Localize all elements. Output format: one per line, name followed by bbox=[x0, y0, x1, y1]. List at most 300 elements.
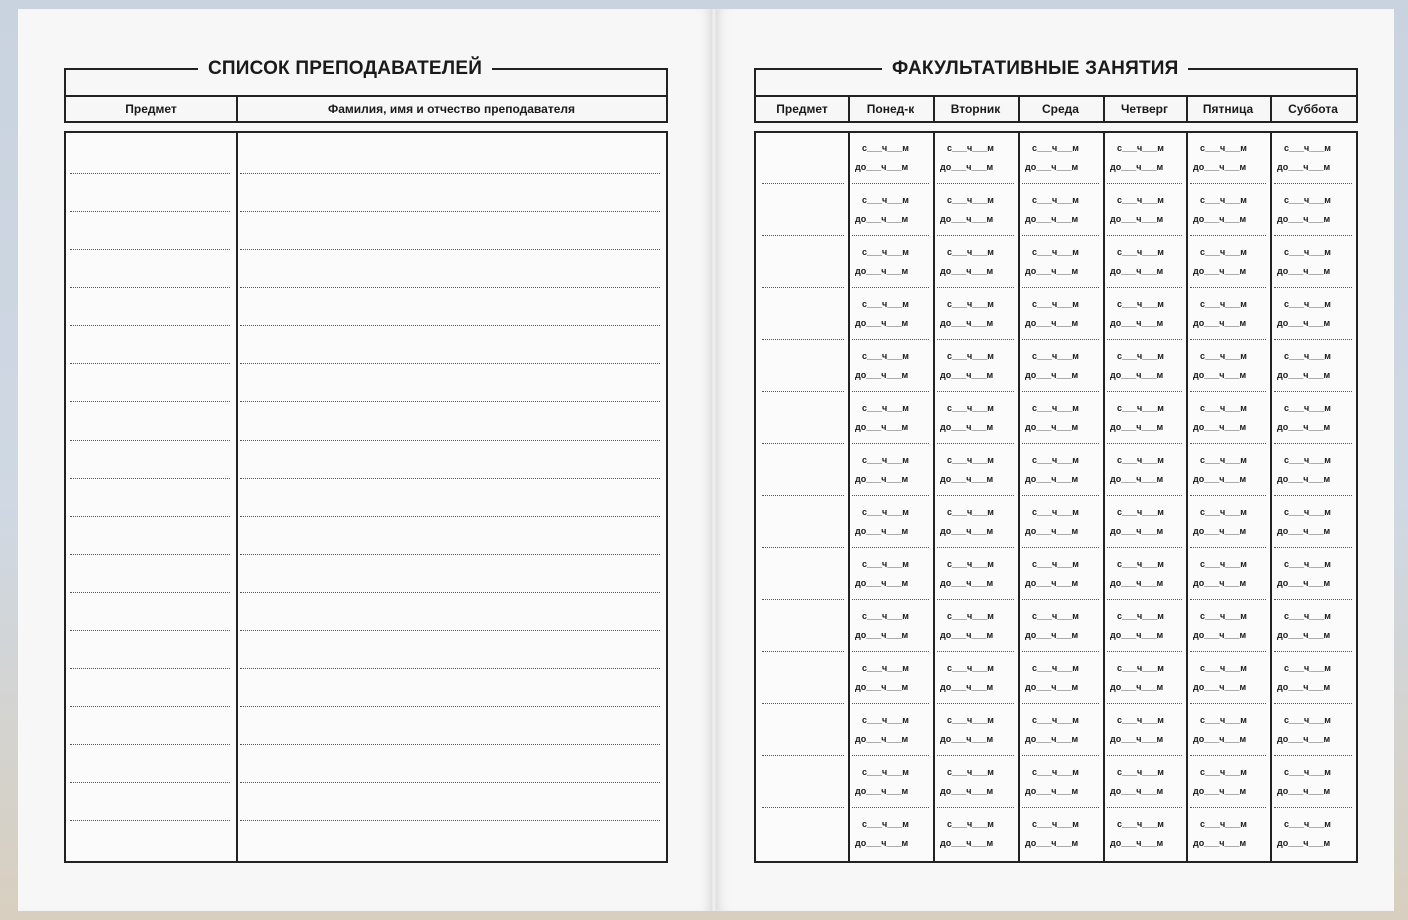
cell-dotted-line bbox=[1107, 807, 1182, 808]
time-from-slot: с___ч___м bbox=[862, 663, 909, 673]
time-to-slot: до___ч___м bbox=[940, 682, 994, 692]
time-to-slot: до___ч___м bbox=[940, 526, 994, 536]
teacher-entry-line bbox=[240, 630, 660, 631]
time-from-slot: с___ч___м bbox=[1284, 455, 1331, 465]
electives-table-body bbox=[754, 131, 1358, 863]
time-to-slot: до___ч___м bbox=[1025, 474, 1079, 484]
time-to-slot: до___ч___м bbox=[855, 162, 909, 172]
cell-dotted-line bbox=[852, 391, 929, 392]
time-to-slot: до___ч___м bbox=[940, 630, 994, 640]
day-col-divider bbox=[1018, 131, 1020, 863]
time-from-slot: с___ч___м bbox=[1200, 507, 1247, 517]
time-from-slot: с___ч___м bbox=[1200, 455, 1247, 465]
time-to-slot: до___ч___м bbox=[1277, 734, 1331, 744]
teacher-entry-line bbox=[240, 173, 660, 174]
time-from-slot: с___ч___м bbox=[862, 767, 909, 777]
time-from-slot: с___ч___м bbox=[1284, 143, 1331, 153]
teacher-entry-line bbox=[240, 249, 660, 250]
time-to-slot: до___ч___м bbox=[1193, 318, 1247, 328]
col-friday-header: Пятница bbox=[1202, 102, 1254, 116]
elective-subject-line bbox=[762, 651, 844, 652]
cell-dotted-line bbox=[1190, 339, 1266, 340]
day-col-divider bbox=[1270, 131, 1272, 863]
time-from-slot: с___ч___м bbox=[1117, 455, 1164, 465]
cell-dotted-line bbox=[1190, 443, 1266, 444]
cell-dotted-line bbox=[852, 651, 929, 652]
time-to-slot: до___ч___м bbox=[940, 474, 994, 484]
time-from-slot: с___ч___м bbox=[1032, 819, 1079, 829]
time-from-slot: с___ч___м bbox=[1117, 195, 1164, 205]
cell-dotted-line bbox=[1274, 183, 1352, 184]
teacher-entry-line bbox=[240, 516, 660, 517]
cell-dotted-line bbox=[1022, 183, 1099, 184]
col-subject-header: Предмет bbox=[776, 102, 828, 116]
cell-dotted-line bbox=[1022, 703, 1099, 704]
time-to-slot: до___ч___м bbox=[940, 578, 994, 588]
time-to-slot: до___ч___м bbox=[1193, 214, 1247, 224]
time-to-slot: до___ч___м bbox=[1277, 318, 1331, 328]
time-to-slot: до___ч___м bbox=[855, 682, 909, 692]
time-to-slot: до___ч___м bbox=[1110, 474, 1164, 484]
time-from-slot: с___ч___м bbox=[1032, 767, 1079, 777]
subject-entry-line bbox=[70, 744, 230, 745]
time-to-slot: до___ч___м bbox=[1110, 734, 1164, 744]
time-from-slot: с___ч___м bbox=[1032, 195, 1079, 205]
time-to-slot: до___ч___м bbox=[1193, 162, 1247, 172]
cell-dotted-line bbox=[1274, 651, 1352, 652]
time-from-slot: с___ч___м bbox=[1284, 507, 1331, 517]
cell-dotted-line bbox=[1190, 755, 1266, 756]
cell-dotted-line bbox=[1190, 287, 1266, 288]
time-from-slot: с___ч___м bbox=[1032, 455, 1079, 465]
time-from-slot: с___ч___м bbox=[1284, 403, 1331, 413]
teacher-entry-line bbox=[240, 554, 660, 555]
cell-dotted-line bbox=[1190, 235, 1266, 236]
time-to-slot: до___ч___м bbox=[1110, 370, 1164, 380]
subject-entry-line bbox=[70, 820, 230, 821]
time-from-slot: с___ч___м bbox=[1284, 663, 1331, 673]
cell-dotted-line bbox=[937, 235, 1014, 236]
time-to-slot: до___ч___м bbox=[855, 786, 909, 796]
col-wednesday-header: Среда bbox=[1042, 102, 1079, 116]
time-from-slot: с___ч___м bbox=[947, 403, 994, 413]
time-from-slot: с___ч___м bbox=[862, 247, 909, 257]
time-to-slot: до___ч___м bbox=[855, 474, 909, 484]
time-to-slot: до___ч___м bbox=[1025, 838, 1079, 848]
time-from-slot: с___ч___м bbox=[1284, 767, 1331, 777]
time-to-slot: до___ч___м bbox=[1025, 734, 1079, 744]
time-to-slot: до___ч___м bbox=[1193, 838, 1247, 848]
subject-entry-line bbox=[70, 287, 230, 288]
cell-dotted-line bbox=[1190, 391, 1266, 392]
cell-dotted-line bbox=[937, 547, 1014, 548]
time-to-slot: до___ч___м bbox=[1193, 682, 1247, 692]
time-from-slot: с___ч___м bbox=[1200, 663, 1247, 673]
time-from-slot: с___ч___м bbox=[1117, 767, 1164, 777]
book-spine bbox=[711, 9, 717, 911]
time-from-slot: с___ч___м bbox=[1284, 247, 1331, 257]
cell-dotted-line bbox=[937, 755, 1014, 756]
time-to-slot: до___ч___м bbox=[1193, 786, 1247, 796]
col-teacher-name-header: Фамилия, имя и отчество преподавателя bbox=[328, 102, 575, 116]
time-to-slot: до___ч___м bbox=[1193, 734, 1247, 744]
time-to-slot: до___ч___м bbox=[940, 370, 994, 380]
teacher-entry-line bbox=[240, 211, 660, 212]
subject-entry-line bbox=[70, 706, 230, 707]
time-from-slot: с___ч___м bbox=[1200, 559, 1247, 569]
cell-dotted-line bbox=[1022, 235, 1099, 236]
electives-title: ФАКУЛЬТАТИВНЫЕ ЗАНЯТИЯ bbox=[882, 58, 1188, 80]
cell-dotted-line bbox=[1274, 443, 1352, 444]
time-to-slot: до___ч___м bbox=[1277, 266, 1331, 276]
time-from-slot: с___ч___м bbox=[1200, 299, 1247, 309]
time-from-slot: с___ч___м bbox=[947, 715, 994, 725]
cell-dotted-line bbox=[1022, 807, 1099, 808]
time-from-slot: с___ч___м bbox=[947, 559, 994, 569]
time-from-slot: с___ч___м bbox=[862, 299, 909, 309]
teacher-entry-line bbox=[240, 440, 660, 441]
time-to-slot: до___ч___м bbox=[940, 734, 994, 744]
time-from-slot: с___ч___м bbox=[1200, 403, 1247, 413]
time-to-slot: до___ч___м bbox=[1110, 526, 1164, 536]
teacher-entry-line bbox=[240, 820, 660, 821]
teacher-entry-line bbox=[240, 401, 660, 402]
time-from-slot: с___ч___м bbox=[1117, 715, 1164, 725]
cell-dotted-line bbox=[852, 547, 929, 548]
cell-dotted-line bbox=[1107, 651, 1182, 652]
time-from-slot: с___ч___м bbox=[1032, 247, 1079, 257]
elective-subject-line bbox=[762, 339, 844, 340]
time-to-slot: до___ч___м bbox=[1110, 162, 1164, 172]
time-from-slot: с___ч___м bbox=[1117, 351, 1164, 361]
cell-dotted-line bbox=[937, 391, 1014, 392]
elective-subject-line bbox=[762, 235, 844, 236]
cell-dotted-line bbox=[852, 495, 929, 496]
time-to-slot: до___ч___м bbox=[1025, 682, 1079, 692]
cell-dotted-line bbox=[1022, 391, 1099, 392]
time-from-slot: с___ч___м bbox=[1200, 143, 1247, 153]
time-to-slot: до___ч___м bbox=[1025, 578, 1079, 588]
time-to-slot: до___ч___м bbox=[1110, 630, 1164, 640]
subject-entry-line bbox=[70, 440, 230, 441]
cell-dotted-line bbox=[1190, 651, 1266, 652]
time-from-slot: с___ч___м bbox=[1284, 299, 1331, 309]
time-to-slot: до___ч___м bbox=[1025, 318, 1079, 328]
time-from-slot: с___ч___м bbox=[862, 611, 909, 621]
teacher-entry-line bbox=[240, 478, 660, 479]
time-to-slot: до___ч___м bbox=[1277, 422, 1331, 432]
time-from-slot: с___ч___м bbox=[862, 819, 909, 829]
cell-dotted-line bbox=[937, 495, 1014, 496]
subject-entry-line bbox=[70, 630, 230, 631]
elective-subject-line bbox=[762, 443, 844, 444]
time-from-slot: с___ч___м bbox=[1284, 715, 1331, 725]
cell-dotted-line bbox=[1022, 755, 1099, 756]
time-to-slot: до___ч___м bbox=[940, 422, 994, 432]
time-from-slot: с___ч___м bbox=[1032, 663, 1079, 673]
time-from-slot: с___ч___м bbox=[862, 143, 909, 153]
cell-dotted-line bbox=[1190, 599, 1266, 600]
time-from-slot: с___ч___м bbox=[947, 351, 994, 361]
time-from-slot: с___ч___м bbox=[1032, 299, 1079, 309]
time-from-slot: с___ч___м bbox=[1032, 351, 1079, 361]
cell-dotted-line bbox=[1022, 547, 1099, 548]
time-to-slot: до___ч___м bbox=[1277, 474, 1331, 484]
elective-subject-line bbox=[762, 287, 844, 288]
time-to-slot: до___ч___м bbox=[855, 734, 909, 744]
teachers-col-divider bbox=[236, 131, 238, 863]
cell-dotted-line bbox=[937, 807, 1014, 808]
time-to-slot: до___ч___м bbox=[1193, 422, 1247, 432]
time-from-slot: с___ч___м bbox=[862, 403, 909, 413]
teacher-entry-line bbox=[240, 706, 660, 707]
time-to-slot: до___ч___м bbox=[940, 162, 994, 172]
time-to-slot: до___ч___м bbox=[1193, 578, 1247, 588]
time-to-slot: до___ч___м bbox=[1110, 266, 1164, 276]
teacher-entry-line bbox=[240, 592, 660, 593]
time-to-slot: до___ч___м bbox=[1110, 838, 1164, 848]
time-to-slot: до___ч___м bbox=[1277, 630, 1331, 640]
col-saturday-header: Суббота bbox=[1288, 102, 1338, 116]
time-from-slot: с___ч___м bbox=[1200, 819, 1247, 829]
time-to-slot: до___ч___м bbox=[855, 526, 909, 536]
col-tuesday-header: Вторник bbox=[950, 102, 1001, 116]
cell-dotted-line bbox=[1022, 287, 1099, 288]
teachers-table-body bbox=[64, 131, 668, 863]
cell-dotted-line bbox=[1107, 235, 1182, 236]
cell-dotted-line bbox=[1190, 183, 1266, 184]
cell-dotted-line bbox=[937, 651, 1014, 652]
time-from-slot: с___ч___м bbox=[1117, 507, 1164, 517]
time-from-slot: с___ч___м bbox=[1032, 507, 1079, 517]
time-from-slot: с___ч___м bbox=[1200, 611, 1247, 621]
time-from-slot: с___ч___м bbox=[1032, 611, 1079, 621]
teacher-entry-line bbox=[240, 782, 660, 783]
cell-dotted-line bbox=[1274, 287, 1352, 288]
time-from-slot: с___ч___м bbox=[1200, 195, 1247, 205]
col-thursday-header: Четверг bbox=[1120, 102, 1169, 116]
time-to-slot: до___ч___м bbox=[1277, 370, 1331, 380]
time-from-slot: с___ч___м bbox=[947, 663, 994, 673]
time-to-slot: до___ч___м bbox=[1110, 214, 1164, 224]
subject-entry-line bbox=[70, 325, 230, 326]
subject-entry-line bbox=[70, 516, 230, 517]
header-col-divider bbox=[933, 95, 935, 123]
teacher-entry-line bbox=[240, 363, 660, 364]
time-from-slot: с___ч___м bbox=[862, 507, 909, 517]
day-col-divider bbox=[848, 131, 850, 863]
time-from-slot: с___ч___м bbox=[947, 819, 994, 829]
time-from-slot: с___ч___м bbox=[947, 247, 994, 257]
time-to-slot: до___ч___м bbox=[1193, 526, 1247, 536]
cell-dotted-line bbox=[1022, 599, 1099, 600]
time-to-slot: до___ч___м bbox=[1025, 630, 1079, 640]
time-from-slot: с___ч___м bbox=[1032, 143, 1079, 153]
elective-subject-line bbox=[762, 755, 844, 756]
time-to-slot: до___ч___м bbox=[855, 838, 909, 848]
time-from-slot: с___ч___м bbox=[947, 195, 994, 205]
time-from-slot: с___ч___м bbox=[1284, 195, 1331, 205]
time-from-slot: с___ч___м bbox=[1200, 351, 1247, 361]
time-to-slot: до___ч___м bbox=[1110, 682, 1164, 692]
subject-entry-line bbox=[70, 401, 230, 402]
cell-dotted-line bbox=[852, 807, 929, 808]
cell-dotted-line bbox=[1274, 391, 1352, 392]
teacher-entry-line bbox=[240, 325, 660, 326]
time-from-slot: с___ч___м bbox=[947, 143, 994, 153]
cell-dotted-line bbox=[852, 339, 929, 340]
time-from-slot: с___ч___м bbox=[1032, 715, 1079, 725]
elective-subject-line bbox=[762, 547, 844, 548]
cell-dotted-line bbox=[1022, 443, 1099, 444]
time-from-slot: с___ч___м bbox=[1284, 819, 1331, 829]
time-from-slot: с___ч___м bbox=[1284, 559, 1331, 569]
cell-dotted-line bbox=[937, 443, 1014, 444]
time-to-slot: до___ч___м bbox=[1277, 526, 1331, 536]
time-from-slot: с___ч___м bbox=[1200, 247, 1247, 257]
time-from-slot: с___ч___м bbox=[1117, 143, 1164, 153]
cell-dotted-line bbox=[852, 287, 929, 288]
time-from-slot: с___ч___м bbox=[862, 559, 909, 569]
time-from-slot: с___ч___м bbox=[1284, 611, 1331, 621]
elective-subject-line bbox=[762, 599, 844, 600]
cell-dotted-line bbox=[1274, 339, 1352, 340]
time-from-slot: с___ч___м bbox=[1284, 351, 1331, 361]
time-from-slot: с___ч___м bbox=[1117, 663, 1164, 673]
time-from-slot: с___ч___м bbox=[1117, 247, 1164, 257]
cell-dotted-line bbox=[937, 339, 1014, 340]
cell-dotted-line bbox=[1107, 495, 1182, 496]
time-to-slot: до___ч___м bbox=[1110, 786, 1164, 796]
time-to-slot: до___ч___м bbox=[1277, 786, 1331, 796]
time-from-slot: с___ч___м bbox=[1117, 403, 1164, 413]
time-to-slot: до___ч___м bbox=[1110, 422, 1164, 432]
cell-dotted-line bbox=[1107, 599, 1182, 600]
cell-dotted-line bbox=[937, 287, 1014, 288]
cell-dotted-line bbox=[852, 443, 929, 444]
cell-dotted-line bbox=[1107, 339, 1182, 340]
time-to-slot: до___ч___м bbox=[1277, 578, 1331, 588]
cell-dotted-line bbox=[1022, 651, 1099, 652]
elective-subject-line bbox=[762, 391, 844, 392]
subject-entry-line bbox=[70, 478, 230, 479]
time-to-slot: до___ч___м bbox=[855, 214, 909, 224]
col-monday-header: Понед-к bbox=[866, 102, 915, 116]
time-from-slot: с___ч___м bbox=[947, 299, 994, 309]
cell-dotted-line bbox=[1107, 287, 1182, 288]
time-from-slot: с___ч___м bbox=[862, 195, 909, 205]
cell-dotted-line bbox=[1107, 391, 1182, 392]
subject-entry-line bbox=[70, 211, 230, 212]
cell-dotted-line bbox=[1107, 183, 1182, 184]
cell-dotted-line bbox=[1274, 599, 1352, 600]
subject-entry-line bbox=[70, 592, 230, 593]
day-col-divider bbox=[933, 131, 935, 863]
header-col-divider bbox=[1270, 95, 1272, 123]
time-from-slot: с___ч___м bbox=[947, 455, 994, 465]
time-to-slot: до___ч___м bbox=[855, 630, 909, 640]
teachers-title: СПИСОК ПРЕПОДАВАТЕЛЕЙ bbox=[198, 58, 492, 80]
cell-dotted-line bbox=[1274, 703, 1352, 704]
time-to-slot: до___ч___м bbox=[1025, 214, 1079, 224]
time-to-slot: до___ч___м bbox=[1277, 682, 1331, 692]
time-to-slot: до___ч___м bbox=[940, 214, 994, 224]
header-col-divider bbox=[848, 95, 850, 123]
time-from-slot: с___ч___м bbox=[1117, 819, 1164, 829]
cell-dotted-line bbox=[852, 235, 929, 236]
cell-dotted-line bbox=[937, 703, 1014, 704]
cell-dotted-line bbox=[1107, 755, 1182, 756]
time-to-slot: до___ч___м bbox=[1025, 370, 1079, 380]
cell-dotted-line bbox=[1274, 755, 1352, 756]
time-to-slot: до___ч___м bbox=[1025, 162, 1079, 172]
time-to-slot: до___ч___м bbox=[855, 266, 909, 276]
time-to-slot: до___ч___м bbox=[855, 318, 909, 328]
time-from-slot: с___ч___м bbox=[862, 351, 909, 361]
header-col-divider bbox=[1018, 95, 1020, 123]
time-to-slot: до___ч___м bbox=[940, 786, 994, 796]
time-from-slot: с___ч___м bbox=[862, 715, 909, 725]
time-from-slot: с___ч___м bbox=[1032, 403, 1079, 413]
time-to-slot: до___ч___м bbox=[1025, 266, 1079, 276]
cell-dotted-line bbox=[1022, 495, 1099, 496]
cell-dotted-line bbox=[1274, 547, 1352, 548]
header-col-divider bbox=[1103, 95, 1105, 123]
time-to-slot: до___ч___м bbox=[940, 838, 994, 848]
cell-dotted-line bbox=[1274, 495, 1352, 496]
time-to-slot: до___ч___м bbox=[940, 266, 994, 276]
subject-entry-line bbox=[70, 363, 230, 364]
time-from-slot: с___ч___м bbox=[1117, 559, 1164, 569]
teacher-entry-line bbox=[240, 744, 660, 745]
subject-entry-line bbox=[70, 173, 230, 174]
cell-dotted-line bbox=[852, 599, 929, 600]
time-from-slot: с___ч___м bbox=[1117, 299, 1164, 309]
cell-dotted-line bbox=[1190, 703, 1266, 704]
time-from-slot: с___ч___м bbox=[1200, 767, 1247, 777]
teacher-entry-line bbox=[240, 287, 660, 288]
header-col-divider bbox=[1186, 95, 1188, 123]
time-to-slot: до___ч___м bbox=[1193, 370, 1247, 380]
subject-entry-line bbox=[70, 249, 230, 250]
subject-entry-line bbox=[70, 668, 230, 669]
elective-subject-line bbox=[762, 703, 844, 704]
time-to-slot: до___ч___м bbox=[1110, 318, 1164, 328]
cell-dotted-line bbox=[1190, 547, 1266, 548]
time-to-slot: до___ч___м bbox=[1193, 474, 1247, 484]
cell-dotted-line bbox=[1274, 235, 1352, 236]
cell-dotted-line bbox=[1107, 703, 1182, 704]
time-to-slot: до___ч___м bbox=[940, 318, 994, 328]
time-from-slot: с___ч___м bbox=[862, 455, 909, 465]
subject-entry-line bbox=[70, 782, 230, 783]
time-to-slot: до___ч___м bbox=[855, 422, 909, 432]
cell-dotted-line bbox=[1274, 807, 1352, 808]
elective-subject-line bbox=[762, 807, 844, 808]
time-to-slot: до___ч___м bbox=[1193, 630, 1247, 640]
cell-dotted-line bbox=[852, 183, 929, 184]
time-to-slot: до___ч___м bbox=[1193, 266, 1247, 276]
time-to-slot: до___ч___м bbox=[1110, 578, 1164, 588]
time-from-slot: с___ч___м bbox=[947, 611, 994, 621]
time-to-slot: до___ч___м bbox=[855, 578, 909, 588]
time-to-slot: до___ч___м bbox=[1277, 214, 1331, 224]
time-from-slot: с___ч___м bbox=[947, 767, 994, 777]
elective-subject-line bbox=[762, 495, 844, 496]
time-to-slot: до___ч___м bbox=[1277, 838, 1331, 848]
time-to-slot: до___ч___м bbox=[855, 370, 909, 380]
elective-subject-line bbox=[762, 183, 844, 184]
